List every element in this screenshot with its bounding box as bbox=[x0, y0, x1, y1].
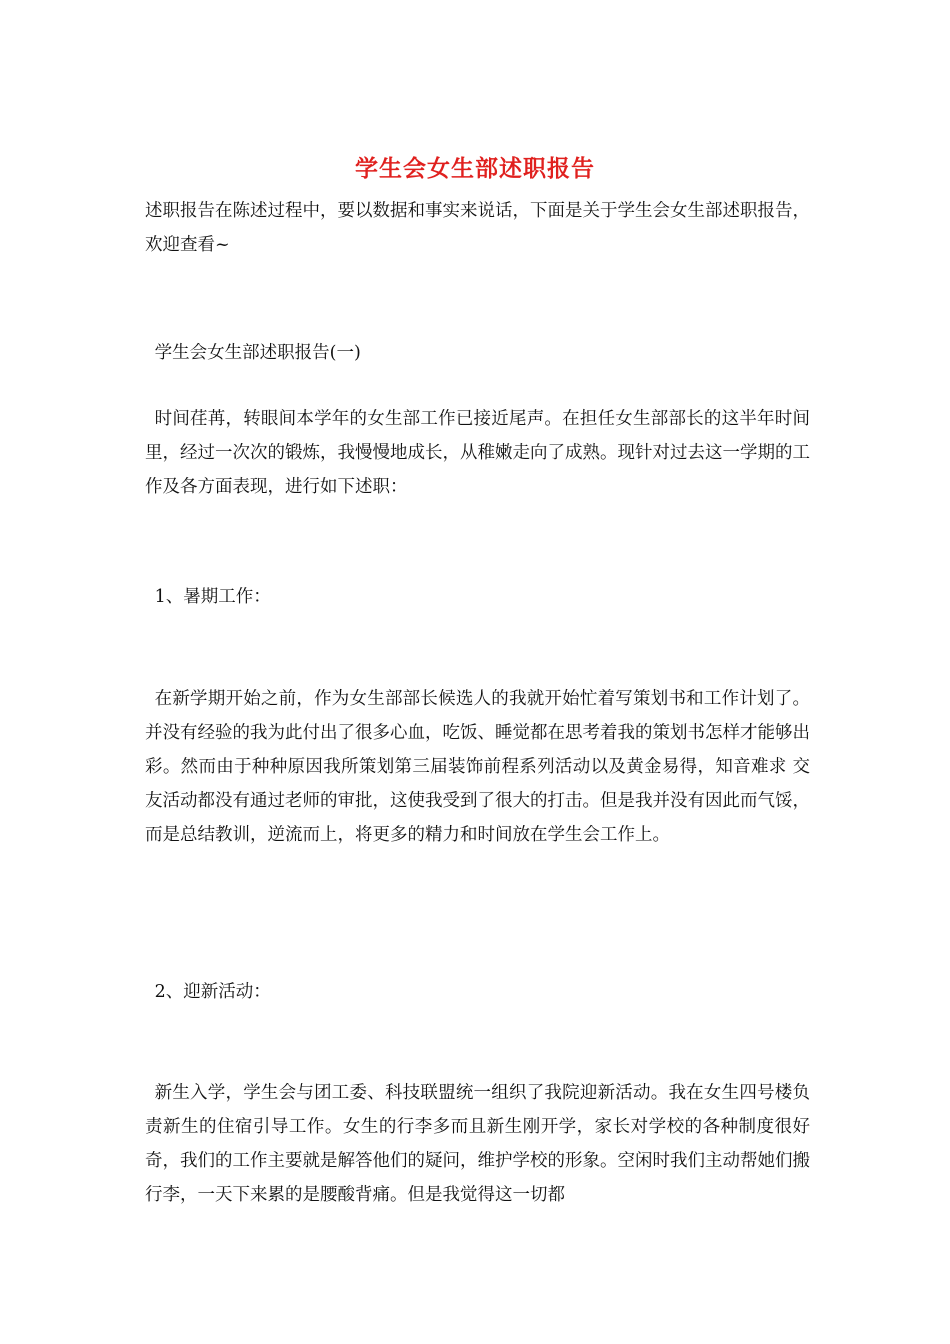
paragraph-3: 新生入学，学生会与团工委、科技联盟统一组织了我院迎新活动。我在女生四号楼负责新生的住宿引导工作。女生的行李多而且新生刚开学，家长对学校的各种制度很好奇，我们的工作主要就是解答他们的疑问，维护学校的形象。空闲时我们主动帮她们搬行李，一天下来累的是腰酸背痛。但是我觉得这一切都 bbox=[145, 1083, 810, 1205]
intro-paragraph: 述职报告在陈述过程中，要以数据和事实来说话，下面是关于学生会女生部述职报告，欢迎查看~ bbox=[145, 201, 810, 255]
heading-summer-work: 1、暑期工作： bbox=[154, 587, 271, 607]
paragraph-1: 时间荏苒，转眼间本学年的女生部工作已接近尾声。在担任女生部部长的这半年时间里，经过一次次的锻炼，我慢慢地成长，从稚嫩走向了成熟。现针对过去这一学期的工作及各方面表现，进行如下述职： bbox=[145, 409, 810, 497]
section-title: 学生会女生部述职报告(一) bbox=[154, 343, 361, 363]
document-title: 学生会女生部述职报告 bbox=[355, 155, 595, 182]
paragraph-2: 在新学期开始之前，作为女生部部长候选人的我就开始忙着写策划书和工作计划了。并没有经验的我为此付出了很多心血，吃饭、睡觉都在思考着我的策划书怎样才能够出彩。然而由于种种原因我所策划第三届装饰前程系列活动以及黄金易得，知音难求 交友活动都没有通过老师的审批，这使我受到了很大的打击。但是我并没有因此而气馁，而是总结教训，逆流而上，将更多的精力和时间放在学生会工作上。 bbox=[145, 689, 810, 845]
heading-welcome-activity: 2、迎新活动： bbox=[154, 982, 271, 1002]
